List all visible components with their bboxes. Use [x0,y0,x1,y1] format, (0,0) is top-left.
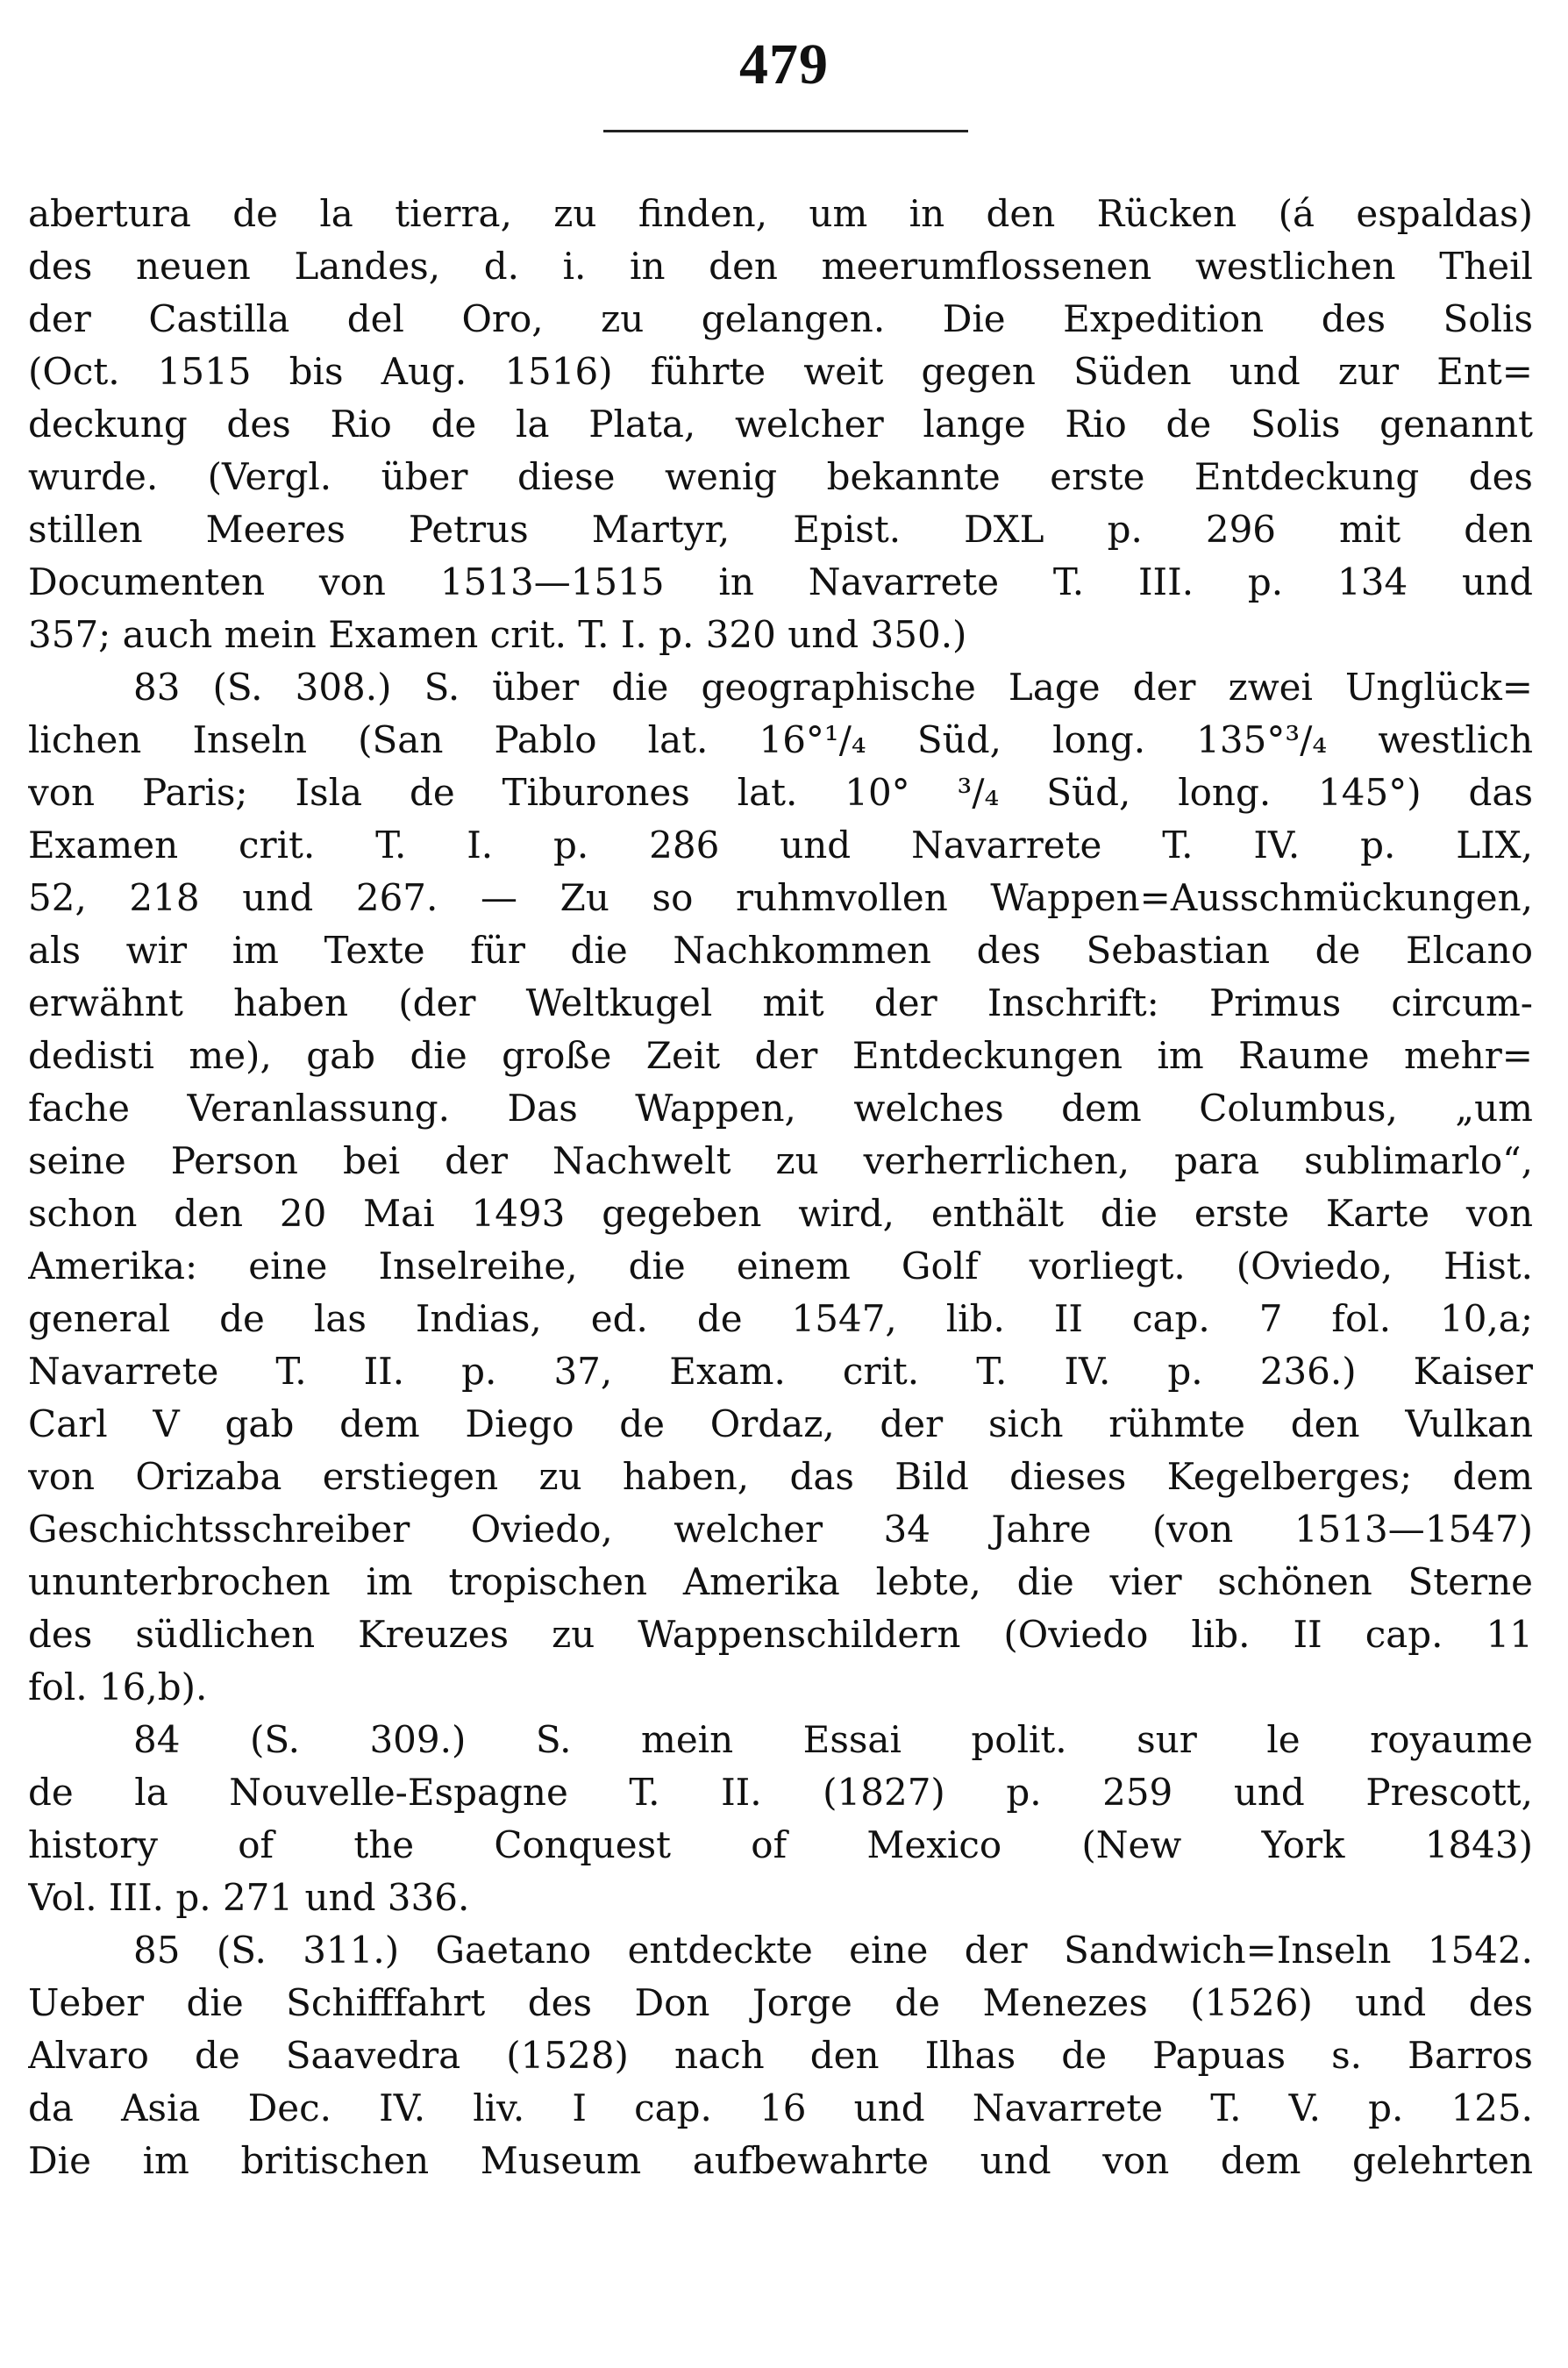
text-line: von Paris; Isla de Tiburones lat. 10° ³/₄ Süd, long. 145°) das [28,771,1533,814]
text-line: Alvaro de Saavedra (1528) nach den Ilhas de Papuas s. Barros [28,2034,1533,2077]
body-text [28,188,1533,2187]
text-line: 52, 218 und 267. — Zu so ruhmvollen Wappen=Ausschmückungen, [28,876,1533,919]
text-line: Die im britischen Museum aufbewahrte und von dem gelehrten [28,2139,1533,2182]
text-line: der Castilla del Oro, zu gelangen. Die Expedition des Solis [28,297,1533,340]
text-line: Geschichtsschreiber Oviedo, welcher 34 Jahre (von 1513—1547) [28,1508,1533,1551]
footnote-84-start: 84 (S. 309.) S. mein Essai polit. sur le royaume [133,1718,1533,1761]
text-line: ununterbrochen im tropischen Amerika lebte, die vier schönen Sterne [28,1560,1533,1603]
text-line: erwähnt haben (der Weltkugel mit der Inschrift: Primus circum- [28,981,1533,1024]
header-rule [603,130,968,132]
text-line: general de las Indias, ed. de 1547, lib. II cap. 7 fol. 10,a; [28,1297,1533,1340]
text-line: Ueber die Schifffahrt des Don Jorge de Menezes (1526) und des [28,1981,1533,2024]
text-line: de la Nouvelle-Espagne T. II. (1827) p. 259 und Prescott, [28,1771,1533,1814]
text-line: (Oct. 1515 bis Aug. 1516) führte weit gegen Süden und zur Ent= [28,350,1533,393]
text-line: von Orizaba erstiegen zu haben, das Bild dieses Kegelberges; dem [28,1455,1533,1498]
text-line: da Asia Dec. IV. liv. I cap. 16 und Navarrete T. V. p. 125. [28,2086,1533,2129]
text-line: dedisti me), gab die große Zeit der Entdeckungen im Raume mehr= [28,1034,1533,1077]
text-line: Amerika: eine Inselreihe, die einem Golf vorliegt. (Oviedo, Hist. [28,1245,1533,1287]
text-line: Carl V gab dem Diego de Ordaz, der sich rühmte den Vulkan [28,1402,1533,1445]
text-line: lichen Inseln (San Pablo lat. 16°¹/₄ Süd, long. 135°³/₄ westlich [28,718,1533,761]
text-line: wurde. (Vergl. über diese wenig bekannte erste Entdeckung des [28,455,1533,498]
text-line: abertura de la tierra, zu finden, um in den Rücken (á espaldas) [28,192,1533,235]
text-line: Vol. III. p. 271 und 336. [28,1876,470,1919]
text-line: Navarrete T. II. p. 37, Exam. crit. T. IV. p. 236.) Kaiser [28,1350,1533,1393]
footnote-83-start: 83 (S. 308.) S. über die geographische Lage der zwei Unglück= [133,666,1533,709]
text-line: 357; auch mein Examen crit. T. I. p. 320 und 350.) [28,613,967,656]
text-line: deckung des Rio de la Plata, welcher lange Rio de Solis genannt [28,403,1533,446]
text-line: history of the Conquest of Mexico (New York 1843) [28,1823,1533,1866]
text-line: schon den 20 Mai 1493 gegeben wird, enthält die erste Karte von [28,1192,1533,1235]
text-line: Examen crit. T. I. p. 286 und Navarrete T. IV. p. LIX, [28,824,1533,867]
text-line: als wir im Texte für die Nachkommen des Sebastian de Elcano [28,929,1533,972]
text-line: des südlichen Kreuzes zu Wappenschildern (Oviedo lib. II cap. 11 [28,1613,1533,1656]
text-line: stillen Meeres Petrus Martyr, Epist. DXL p. 296 mit den [28,508,1533,551]
text-line: seine Person bei der Nachwelt zu verherrlichen, para sublimarlo“, [28,1139,1533,1182]
text-line: Documenten von 1513—1515 in Navarrete T. III. p. 134 und [28,560,1533,603]
footnote-85-start: 85 (S. 311.) Gaetano entdeckte eine der Sandwich=Inseln 1542. [133,1929,1533,1972]
text-line: des neuen Landes, d. i. in den meerumflossenen westlichen Theil [28,245,1533,288]
text-line: fache Veranlassung. Das Wappen, welches dem Columbus, „um [28,1087,1533,1130]
text-line: fol. 16,b). [28,1665,208,1708]
page-number: 479 [739,32,829,96]
